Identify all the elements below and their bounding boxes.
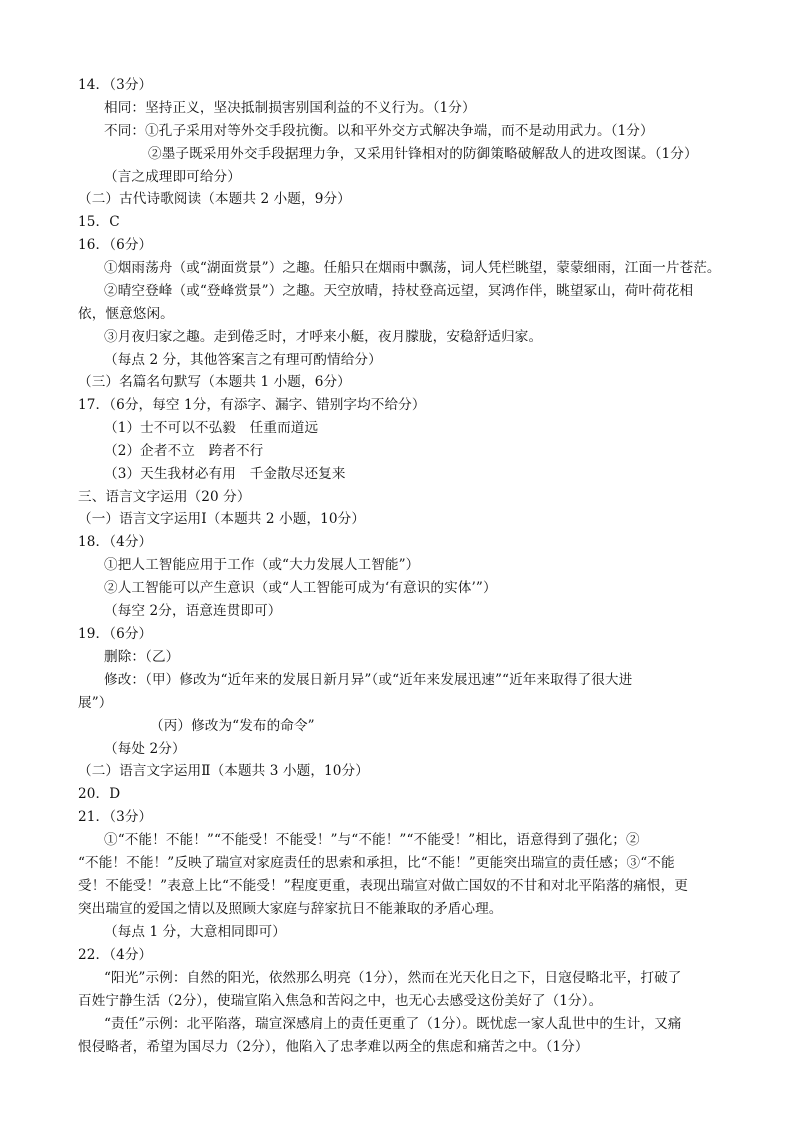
q22-sunlight-2: 百姓宁静生活（2分），使瑞宣陷入焦急和苦闷之中，也无心去感受这份美好了（1分）。 bbox=[78, 993, 603, 1009]
q19-modify-cont: 展”） bbox=[78, 695, 113, 711]
q19-header: 19．（6分） bbox=[78, 626, 153, 642]
q16-point-1: ①烟雨荡舟（或“湖面赏景”）之趣。任船只在烟雨中飘荡，词人凭栏眺望，蒙蒙细雨，江面一片苍茫。 bbox=[104, 260, 721, 276]
q18-point-2: ②人工智能可以产生意识（或“人工智能可成为‘有意识的实体’”） bbox=[104, 580, 497, 596]
q18-note: （每空 2分，语意连贯即可） bbox=[104, 603, 282, 619]
q17-line-3: （3）天生我材必有用 千金散尽还复来 bbox=[104, 466, 346, 482]
q17-line-1: （1）士不可以不弘毅 任重而道远 bbox=[104, 420, 319, 436]
q15-answer: 15．C bbox=[78, 214, 120, 230]
q20-answer: 20．D bbox=[78, 786, 121, 802]
q21-note: （每点 1 分，大意相同即可） bbox=[104, 924, 286, 940]
section-language-1-heading: （一）语言文字运用Ⅰ（本题共 2 小题，10分） bbox=[78, 511, 366, 527]
q16-point-2: ②晴空登峰（或“登峰赏景”）之趣。天空放晴，持杖登高远望，冥鸿作伴，眺望冢山，荷叶荷花相 bbox=[104, 283, 694, 299]
q19-delete: 删除：（乙） bbox=[104, 649, 180, 665]
q18-point-1: ①把人工智能应用于工作（或“大力发展人工智能”） bbox=[104, 557, 420, 573]
q17-header: 17．（6分，每空 1分，有添字、漏字、错别字均不给分） bbox=[78, 397, 426, 413]
q14-diff-2: ②墨子既采用外交手段据理力争，又采用针锋相对的防御策略破解敌人的进攻图谋。（1分） bbox=[148, 146, 698, 162]
q21-line-2: “不能！不能！”反映了瑞宣对家庭责任的思索和承担，比“不能！”更能突出瑞宣的责任感；③“不能 bbox=[78, 855, 675, 871]
q14-same: 相同：坚持正义，坚决抵制损害别国利益的不义行为。（1分） bbox=[104, 100, 476, 116]
q16-point-2-cont: 依，惬意悠闲。 bbox=[78, 306, 174, 322]
q21-line-3: 受！不能受！”表意上比“不能受！”程度更重，表现出瑞宣对做亡国奴的不甘和对北平陷落的痛恨，更 bbox=[78, 878, 688, 894]
q21-line-1: ①“不能！不能！”“不能受！不能受！”与“不能！”“不能受！”相比，语意得到了强化；② bbox=[104, 832, 640, 848]
q19-note: （每处 2分） bbox=[104, 741, 186, 757]
q16-header: 16．（6分） bbox=[78, 237, 153, 253]
part-three-heading: 三、语言文字运用（20 分） bbox=[78, 489, 251, 505]
section-dictation-heading: （三）名篇名句默写（本题共 1 小题，6分） bbox=[78, 374, 351, 390]
q22-duty-1: “责任”示例：北平陷落，瑞宣深感肩上的责任更重了（1分）。既忧虑一家人乱世中的生计，又痛 bbox=[104, 1016, 682, 1032]
section-language-2-heading: （二）语言文字运用Ⅱ（本题共 3 小题，10分） bbox=[78, 763, 369, 779]
q14-header: 14．（3分） bbox=[78, 77, 153, 93]
q21-line-4: 突出瑞宣的爱国之情以及照顾大家庭与辞家抗日不能兼取的矛盾心理。 bbox=[78, 901, 503, 917]
section-poetry-heading: （二）古代诗歌阅读（本题共 2 小题，9分） bbox=[78, 191, 351, 207]
q21-header: 21．（3分） bbox=[78, 809, 153, 825]
q14-note: （言之成理即可给分） bbox=[104, 169, 241, 185]
q14-diff-1: 不同：①孔子采用对等外交手段抗衡。以和平外交方式解决争端，而不是动用武力。（1分） bbox=[104, 123, 654, 139]
q22-header: 22．（4分） bbox=[78, 947, 153, 963]
q19-modify: 修改：（甲）修改为“近年来的发展日新月异”（或“近年来发展迅速”“近年来取得了很大进 bbox=[104, 672, 633, 688]
q16-note: （每点 2 分，其他答案言之有理可酌情给分） bbox=[104, 352, 382, 368]
q18-header: 18．（4分） bbox=[78, 534, 153, 550]
q16-point-3: ③月夜归家之趣。走到倦乏时，才呼来小艇，夜月朦胧，安稳舒适归家。 bbox=[104, 329, 543, 345]
q22-sunlight-1: “阳光”示例：自然的阳光，依然那么明亮（1分），然而在光天化日之下，日寇侵略北平，打破了 bbox=[104, 970, 682, 986]
q22-duty-2: 恨侵略者，希望为国尽力（2分），他陷入了忠孝难以两全的焦虑和痛苦之中。（1分） bbox=[78, 1039, 589, 1055]
q19-modify-2: （丙）修改为“发布的命令” bbox=[150, 718, 315, 734]
q17-line-2: （2）企者不立 跨者不行 bbox=[104, 443, 264, 459]
